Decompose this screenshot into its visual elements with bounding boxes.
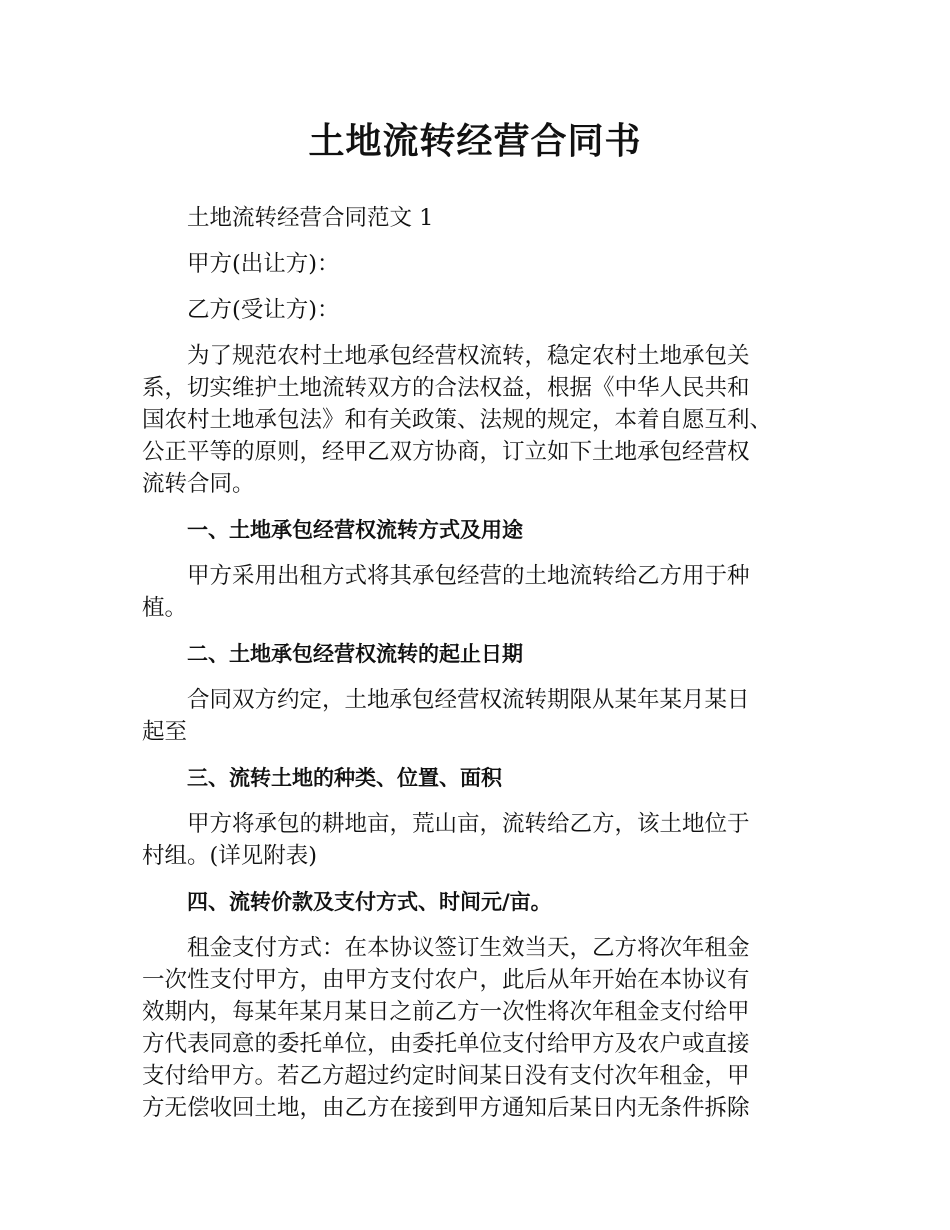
intro-line: 公正平等的原则，经甲乙双方协商，订立如下土地承包经营权: [142, 439, 750, 465]
section-paragraph: [142, 808, 810, 872]
page-title: 土地流转经营合同书: [308, 121, 642, 162]
section-line: 村组。(详见附表): [142, 843, 318, 869]
section-paragraph: [142, 560, 810, 624]
section-line: 租金支付方式：在本协议签订生效当天，乙方将次年租金: [187, 935, 750, 961]
section-heading: 四、流转价款及支付方式、时间元/亩。: [187, 890, 552, 914]
section-paragraph: [142, 684, 810, 748]
intro-line: 为了规范农村土地承包经营权流转，稳定农村土地承包关: [187, 343, 750, 369]
document-body: [142, 202, 810, 1138]
section-line: 方代表同意的委托单位，由委托单位支付给甲方及农户或直接: [142, 1031, 750, 1057]
section-paragraph: [142, 932, 810, 1124]
intro-line: 流转合同。: [142, 471, 255, 497]
section-heading: 一、土地承包经营权流转方式及用途: [187, 518, 523, 542]
section-line: 甲方将承包的耕地亩，荒山亩，流转给乙方，该土地位于: [187, 811, 750, 837]
section-line: 效期内，每某年某月某日之前乙方一次性将次年租金支付给甲: [142, 999, 750, 1025]
document-subtitle: 土地流转经营合同范文 1: [187, 205, 434, 231]
section-line: 植。: [142, 595, 188, 621]
party-a-line: 甲方(出让方)：: [187, 251, 340, 277]
intro-paragraph: [142, 340, 810, 500]
section-line: 起至: [142, 719, 188, 745]
section-line: 一次性支付甲方，由甲方支付农户，此后从年开始在本协议有: [142, 967, 750, 993]
section-heading: 三、流转土地的种类、位置、面积: [187, 766, 502, 790]
section-line: 支付给甲方。若乙方超过约定时间某日没有支付次年租金，甲: [142, 1063, 750, 1089]
section-line: 合同双方约定，土地承包经营权流转期限从某年某月某日: [187, 687, 750, 713]
intro-line: 系，切实维护土地流转双方的合法权益，根据《中华人民共和: [142, 375, 750, 401]
section-heading: 二、土地承包经营权流转的起止日期: [187, 642, 523, 666]
party-b-line: 乙方(受让方)：: [187, 297, 340, 323]
section-line: 方无偿收回土地，由乙方在接到甲方通知后某日内无条件拆除: [142, 1095, 750, 1121]
section-line: 甲方采用出租方式将其承包经营的土地流转给乙方用于种: [187, 563, 750, 589]
intro-line: 国农村土地承包法》和有关政策、法规的规定，本着自愿互利、: [142, 407, 773, 433]
